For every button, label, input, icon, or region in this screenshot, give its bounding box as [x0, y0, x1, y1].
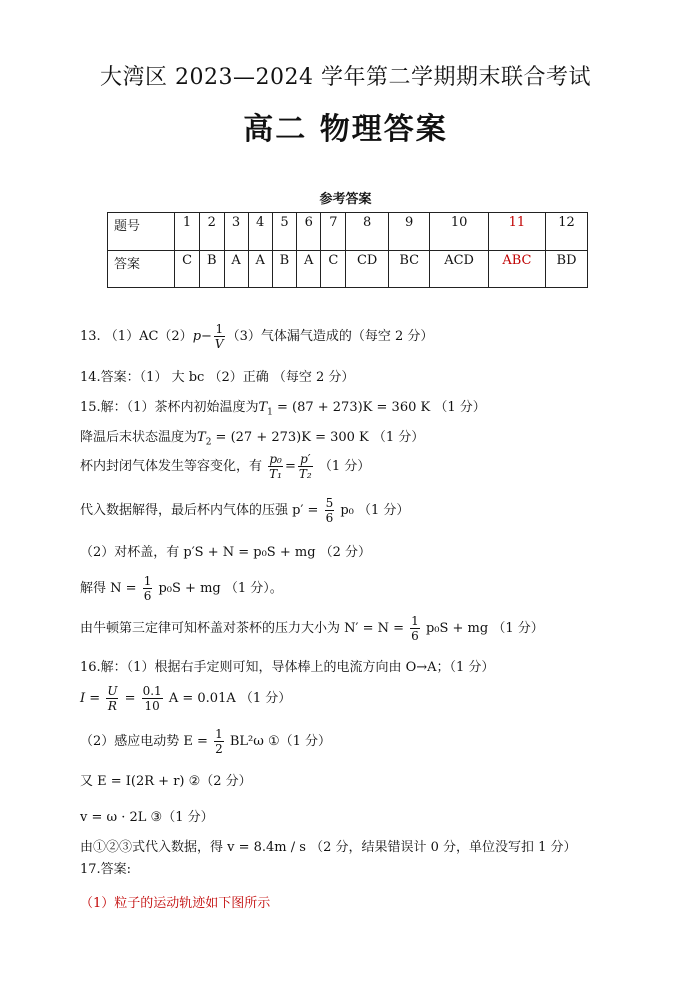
- answer-row: [108, 250, 588, 288]
- answer-cell-highlighted: ABC: [488, 250, 545, 288]
- frac-denominator: 6: [325, 511, 334, 525]
- q15-fraction: [325, 496, 335, 525]
- q13-text: 13. （1）AC（2）: [80, 329, 193, 344]
- q15-text: p₀ （1 分）: [340, 503, 410, 518]
- q15-text: 由牛顿第三定律可知杯盖对茶杯的压力大小为 N′ = N =: [80, 621, 405, 636]
- answer-cell: C: [321, 250, 346, 288]
- frac-denominator: V: [214, 337, 224, 351]
- header-label-cell: 题号: [108, 213, 175, 251]
- q15-var-t: T: [197, 430, 206, 445]
- question-cell: 3: [224, 213, 248, 251]
- q15-text: = (27 + 273)K = 300 K （1 分）: [211, 430, 425, 445]
- q16-line-5: v = ω · 2L ③（1 分）: [80, 810, 214, 825]
- q16-fraction: [142, 684, 163, 713]
- frac-numerator: 1: [411, 614, 419, 628]
- q15-line-1: [80, 396, 486, 418]
- q15-line-3: 杯内封闭气体发生等容变化，有 $\frac{\text{p₀}}{\text{T₁}}$ = $\frac{p'}{\text{T₂}}$ （1 分）: [80, 452, 371, 481]
- frac-numerator: 5: [325, 496, 334, 510]
- q15-subscript: 2: [205, 437, 212, 448]
- q15-text: p₀S + mg （1 分）。: [158, 581, 283, 596]
- q15-fraction: [143, 574, 153, 603]
- q13-minus: −: [201, 329, 212, 344]
- frac-numerator: p′: [298, 452, 313, 467]
- q15-line-5: （2）对杯盖，有 p′S + N = p₀S + mg （2 分）: [80, 545, 372, 560]
- answer-cell: BC: [388, 250, 430, 288]
- q15-fraction: [410, 614, 420, 643]
- frac-numerator: 0.1: [142, 684, 162, 698]
- q16-line-3: [80, 727, 331, 756]
- question-cell: 8: [346, 213, 389, 251]
- q16-equals: =: [120, 691, 140, 706]
- q15-var-t: T: [258, 400, 268, 415]
- q15-subscript: 1: [267, 407, 273, 418]
- question-cell: 1: [175, 213, 200, 251]
- q16-text: I =: [80, 691, 101, 706]
- frac-denominator: 6: [143, 589, 152, 603]
- q16-line-1: 16.解：（1）根据右手定则可知，导体棒上的电流方向由 O→A；（1 分）: [80, 660, 495, 675]
- frac-denominator: T₂: [298, 467, 312, 481]
- question-cell: 9: [388, 213, 430, 251]
- frac-denominator: 2: [215, 742, 223, 756]
- question-cell: 4: [248, 213, 272, 251]
- question-number-row: [108, 213, 588, 251]
- q15-line-2: [80, 426, 424, 448]
- frac-numerator: 1: [215, 322, 224, 336]
- frac-numerator: p₀: [269, 452, 282, 466]
- question-cell: 12: [546, 213, 588, 251]
- question-cell: 6: [297, 213, 321, 251]
- frac-denominator: 10: [144, 699, 160, 713]
- q13-var-p: p: [192, 329, 202, 344]
- answer-cell: B: [272, 250, 296, 288]
- q16-text: （2）感应电动势 E =: [80, 734, 208, 749]
- q16-line-6: 由①②③式代入数据，得 v = 8.4m / s （2 分，结果错误计 0 分，单位没写扣 1 分）: [80, 840, 577, 855]
- frac-denominator: R: [107, 699, 117, 713]
- exam-title: 大湾区 2023—2024 学年第二学期期末联合考试: [100, 65, 591, 90]
- q16-fraction: [214, 727, 224, 756]
- question-cell: 2: [200, 213, 224, 251]
- answer-cell: B: [200, 250, 224, 288]
- q13-answer-line: [80, 322, 433, 351]
- q15-text: p₀S + mg （1 分）: [425, 621, 544, 636]
- q15-text: 15.解：（1）茶杯内初始温度为: [80, 400, 259, 415]
- answer-label-cell: 答案: [108, 250, 175, 288]
- frac-numerator: 1: [143, 574, 152, 588]
- q15-line-4: [80, 496, 409, 525]
- question-cell: 5: [272, 213, 296, 251]
- q14-answer-line: 14.答案：（1） 大 bc （2）正确 （每空 2 分）: [80, 370, 355, 385]
- q13-fraction: [214, 322, 225, 351]
- q15-text: 杯内封闭气体发生等容变化，有: [80, 459, 263, 474]
- frac-denominator: T₁: [269, 467, 282, 481]
- q16-text: A = 0.01A （1 分）: [168, 691, 292, 706]
- q15-line-7: [80, 614, 544, 643]
- q16-line-2: [80, 684, 291, 713]
- answer-cell: BD: [546, 250, 588, 288]
- q15-text: 降温后末状态温度为: [80, 430, 198, 445]
- answer-cell: CD: [346, 250, 389, 288]
- answer-cell: A: [248, 250, 272, 288]
- q17-line-1: （1）粒子的运动轨迹如下图所示: [80, 896, 271, 911]
- answer-cell: A: [297, 250, 321, 288]
- q17-heading: 17.答案:: [80, 862, 132, 877]
- q15-line-6: [80, 574, 283, 603]
- q15-fraction: [268, 452, 283, 481]
- answer-cell: ACD: [430, 250, 488, 288]
- question-cell: 10: [430, 213, 488, 251]
- answer-cell: C: [175, 250, 200, 288]
- q15-score: （1 分）: [318, 459, 371, 474]
- frac-numerator: 1: [215, 727, 223, 741]
- q15-text: = (87 + 273)K = 360 K （1 分）: [272, 400, 486, 415]
- question-cell: 7: [321, 213, 346, 251]
- answer-cell: A: [224, 250, 248, 288]
- frac-numerator: U: [107, 684, 118, 698]
- q16-fraction: [106, 684, 118, 713]
- question-cell-highlighted: 11: [488, 213, 545, 251]
- q15-text: 解得 N =: [80, 581, 137, 596]
- q15-text: 代入数据解得，最后杯内气体的压强 p′ =: [80, 503, 319, 518]
- table-caption: 参考答案: [319, 192, 372, 207]
- frac-denominator: 6: [411, 629, 419, 643]
- q16-line-4: 又 E = I(2R + r) ②（2 分）: [80, 774, 252, 789]
- answer-table: [107, 212, 588, 288]
- q15-fraction: [298, 452, 313, 481]
- q16-text: BL²ω ①（1 分）: [229, 734, 332, 749]
- document-title: 高二 物理答案: [243, 112, 448, 147]
- q13-text-tail: （3）气体漏气造成的（每空 2 分）: [226, 329, 434, 344]
